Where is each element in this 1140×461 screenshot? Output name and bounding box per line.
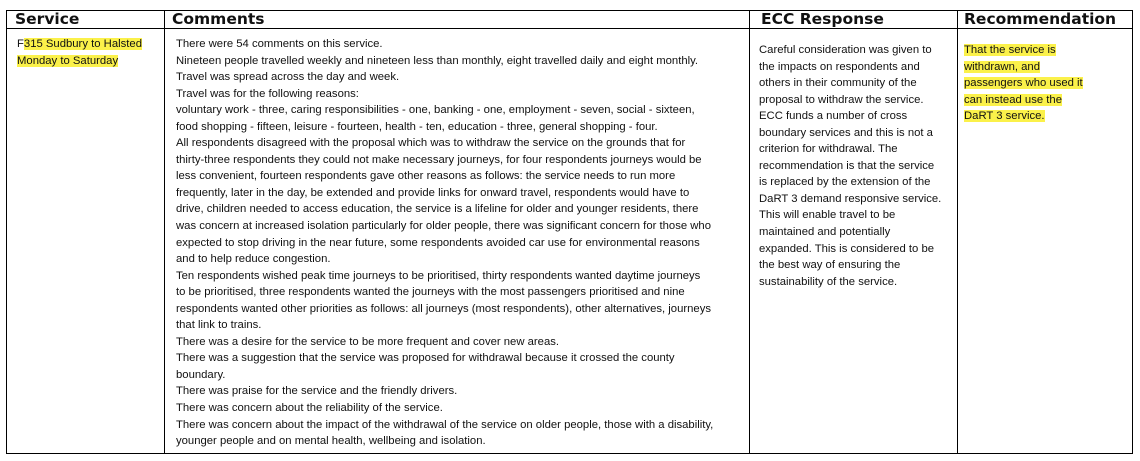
comment-line: thirty-three respondents they could not make necessary journeys, for four respondents journeys would be: [176, 153, 702, 166]
ecc-response-line: Careful consideration was given to: [759, 44, 932, 56]
comment-line: voluntary work - three, caring responsibilities - one, banking - one, employment - seven, social - sixteen,: [176, 104, 695, 117]
comments-cell: [165, 29, 750, 454]
comment-line: was concern at increased isolation particularly for older people, there was significant concern for those who: [176, 220, 712, 233]
ecc-response-line: maintained and potentially: [759, 226, 891, 239]
service-cell: [7, 29, 165, 454]
recommendation-line-highlight: DaRT 3 service.: [964, 110, 1045, 123]
comment-line: There were 54 comments on this service.: [176, 38, 383, 50]
recommendation-line-highlight: passengers who used it: [964, 77, 1083, 90]
ecc-response-line: others in their community of the: [759, 77, 917, 90]
ecc-response-line: boundary services and this is not a: [759, 126, 933, 139]
consultation-table: [6, 10, 1133, 454]
header-service: Service: [7, 11, 165, 29]
comment-line: frequently, later in the day, be extended and provide links for onward travel, respondents would have to: [176, 186, 690, 199]
comment-line: boundary.: [176, 368, 226, 381]
ecc-response-line: criterion for withdrawal. The: [759, 143, 898, 156]
comment-line: that link to trains.: [176, 319, 262, 332]
ecc-response-line: sustainability of the service.: [759, 275, 898, 288]
recommendation-text: [964, 42, 1122, 125]
service-name-line: [17, 36, 160, 53]
ecc-response-line: This will enable travel to be: [759, 209, 896, 222]
recommendation-line-highlight: That the service is: [964, 44, 1056, 56]
recommendation-line: [964, 75, 1122, 92]
comment-line: There was concern about the reliability of the service.: [176, 402, 443, 415]
comment-line: There was a suggestion that the service was proposed for withdrawal because it crossed the county: [176, 352, 675, 365]
service-row: [7, 29, 1133, 454]
comment-line: There was concern about the impact of the withdrawal of the service on older people, those with a disability,: [176, 418, 714, 431]
ecc-response-line: is replaced by the extension of the: [759, 176, 931, 189]
service-route-highlighted: 315 Sudbury to Halsted: [23, 38, 142, 50]
recommendation-cell: [958, 29, 1133, 454]
comment-line: less convenient, fourteen respondents gave other reasons as follows: the service needs to run more: [176, 170, 676, 183]
comment-line: All respondents disagreed with the proposal which was to withdraw the service on the grounds that for: [176, 137, 686, 150]
comments-text: [176, 36, 743, 450]
recommendation-line: [964, 92, 1122, 109]
ecc-response-text: [759, 42, 951, 290]
recommendation-line-highlight: can instead use the: [964, 93, 1062, 106]
comment-line: younger people and on mental health, wellbeing and isolation.: [176, 435, 486, 448]
ecc-response-line: DaRT 3 demand responsive service.: [759, 192, 942, 205]
service-days-line: [17, 53, 160, 70]
ecc-response-line: expanded. This is considered to be: [759, 242, 935, 255]
recommendation-line-highlight: withdrawn, and: [964, 60, 1040, 73]
ecc-response-line: ECC funds a number of cross: [759, 110, 908, 123]
comment-line: food shopping - fifteen, leisure - fourteen, health - ten, education - three, general shopping - four.: [176, 120, 658, 133]
ecc-response-cell: [750, 29, 958, 454]
header-recommendation: Recommendation: [958, 11, 1133, 29]
comment-line: Travel was for the following reasons:: [176, 87, 359, 100]
comment-line: to be prioritised, three respondents wanted the journeys with the most passengers prioritised and nine: [176, 286, 685, 299]
comment-line: respondents wanted other priorities as follows: all journeys (most respondents), other alternatives, journeys: [176, 302, 711, 315]
ecc-response-line: the best way of ensuring the: [759, 259, 901, 272]
ecc-response-line: the impacts on respondents and: [759, 60, 920, 73]
comment-line: Nineteen people travelled weekly and nineteen less than monthly, eight travelled daily and eight monthly.: [176, 54, 699, 67]
ecc-response-line: recommendation is that the service: [759, 159, 935, 172]
comment-line: There was praise for the service and the friendly drivers.: [176, 385, 458, 398]
ecc-response-line: proposal to withdraw the service.: [759, 93, 924, 106]
recommendation-line: [964, 108, 1122, 125]
comment-line: Travel was spread across the day and week.: [176, 71, 400, 84]
recommendation-line: [964, 59, 1122, 76]
comment-line: drive, children needed to access education, the service is a lifeline for older and younger residents, there: [176, 203, 699, 216]
header-row: [7, 11, 1133, 29]
comment-line: and to help reduce congestion.: [176, 253, 331, 266]
recommendation-line: [964, 42, 1122, 59]
service-code-prefix: F: [17, 38, 24, 50]
header-comments: Comments: [165, 11, 750, 29]
service-days-highlighted: Monday to Saturday: [17, 54, 119, 67]
comment-line: expected to stop driving in the near future, some respondents avoided car use for environmental reasons: [176, 236, 700, 249]
comment-line: Ten respondents wished peak time journeys to be prioritised, thirty respondents wanted daytime journeys: [176, 269, 701, 282]
header-ecc-response: ECC Response: [750, 11, 958, 29]
comment-line: There was a desire for the service to be more frequent and cover new areas.: [176, 335, 560, 348]
